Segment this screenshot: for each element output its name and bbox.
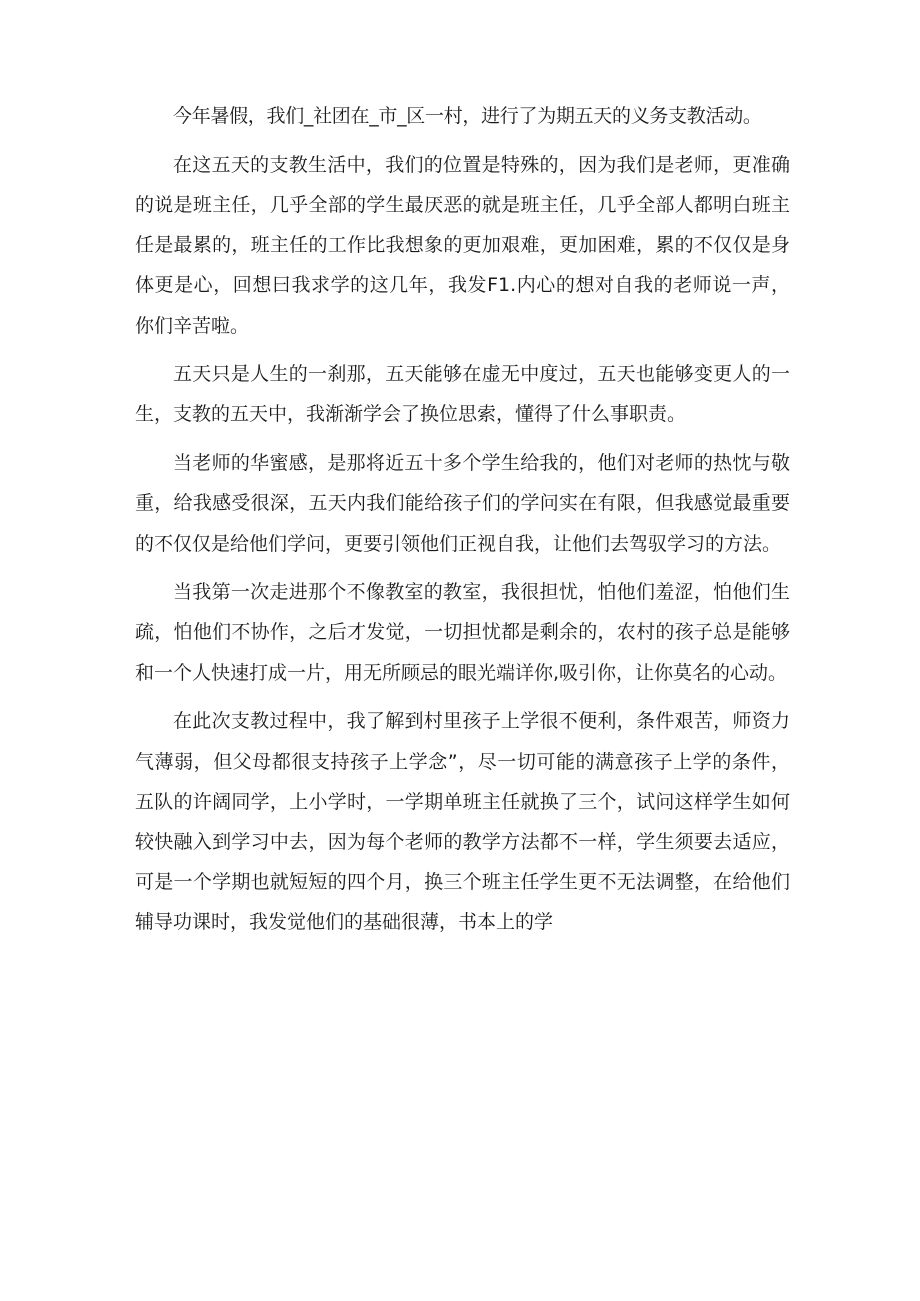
- paragraph-6: 在此次支教过程中，我了解到村里孩子上学很不便利，条件艰苦，师资力气薄弱，但父母都很支持孩子上学念”，尽一切可能的满意孩子上学的条件，五队的许阔同学，上小学时，一学期单班主任就换了三个，试问这样学生如何较快融入到学习中去，因为每个老师的教学方法都不一样，学生须要去适应，可是一个学期也就短短的四个月，换三个班主任学生更不无法调整，在给他们辅导功课时，我发觉他们的基础很薄，书本上的学: [135, 710, 790, 934]
- paragraph-3: 五天只是人生的一刹那，五天能够在虚无中度过，五天也能够变更人的一生，支教的五天中，我渐渐学会了换位思索，懂得了什么事职责。: [135, 363, 790, 426]
- paragraph-2: 在这五天的支教生活中，我们的位置是特殊的，因为我们是老师，更准确的说是班主任，几乎全部的学生最厌恶的就是班主任，几乎全部人都明白班主任是最累的，班主任的工作比我想象的更加艰难，更加困难，累的不仅仅是身体更是心，回想曰我求学的这几年，我发F1.内心的想对自我的老师说一声，你们辛苦啦。: [135, 153, 790, 337]
- paragraph-5: 当我第一次走进那个不像教室的教室，我很担忧，怕他们羞涩，怕他们生疏，怕他们不协作，之后才发觉，一切担忧都是剩余的，农村的孩子总是能够和一个人快速打成一片，用无所顾忌的眼光端详你,吸引你，让你莫名的心动。: [135, 581, 790, 684]
- paragraph-4: 当老师的华蜜感，是那将近五十多个学生给我的，他们对老师的热忱与敬重，给我感受很深，五天内我们能给孩子们的学问实在有限，但我感觉最重要的不仅仅是给他们学问，更要引领他们正视自我，让他们去驾驭学习的方法。: [135, 452, 790, 555]
- paragraph-1: 今年暑假，我们_社团在_市_区一村，进行了为期五天的义务支教活动。: [173, 105, 762, 127]
- document-body: [135, 96, 790, 951]
